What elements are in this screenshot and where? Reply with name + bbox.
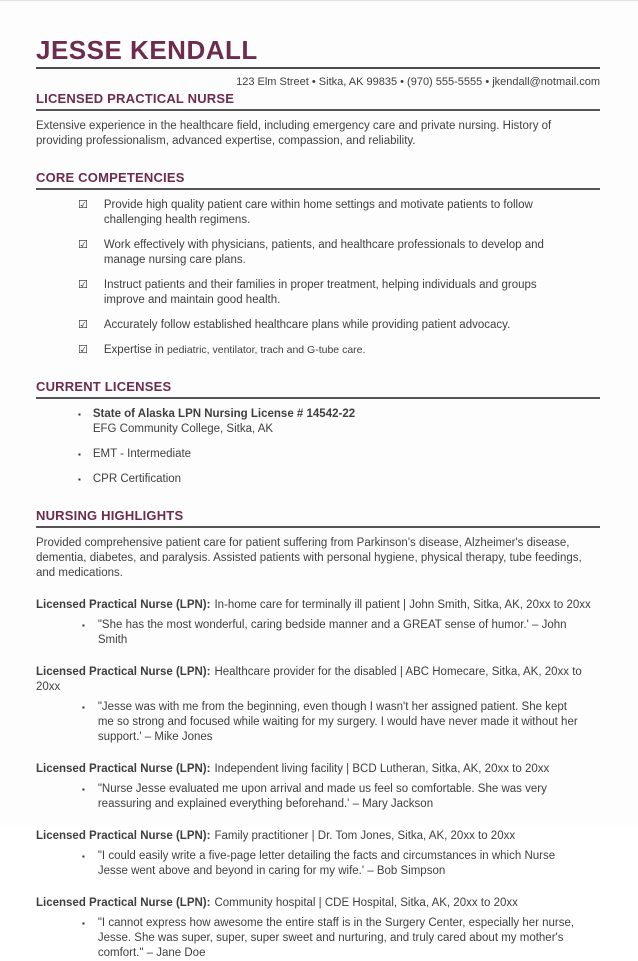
quote-list <box>36 618 600 648</box>
competency-item <box>78 318 600 333</box>
quote-list <box>36 849 600 879</box>
job-role: Licensed Practical Nurse (LPN): <box>36 763 211 775</box>
competency-item <box>78 343 600 358</box>
job-details: Community hospital | CDE Hospital, Sitka, AK, 20xx to 20xx <box>214 897 518 909</box>
quote-text: "Jesse was with me from the beginning, even though I wasn't her assigned patient. She kept me so strong and focused while waiting for my surgery. I would have never made it without her support.' – Mike Jones <box>97 701 578 743</box>
license-item <box>78 407 600 437</box>
quote-item <box>82 618 600 648</box>
license-text <box>93 407 355 437</box>
competency-text: Accurately follow established healthcare plans while providing patient advocacy. <box>103 319 511 331</box>
job-details: In-home care for terminally ill patient | John Smith, Sitka, AK, 20xx to 20xx <box>214 599 591 611</box>
square-bullet-icon: ▪ <box>82 785 85 794</box>
quote-text: "Nurse Jesse evaluated me upon arrival and made us feel so comfortable. She was very reassuring and explained everything beforehand.' – Mary Jackson <box>97 783 547 810</box>
job-role: Licensed Practical Nurse (LPN): <box>36 666 211 678</box>
job-details: Independent living facility | BCD Lutheran, Sitka, AK, 20xx to 20xx <box>214 763 550 775</box>
job-details: Family practitioner | Dr. Tom Jones, Sitka, AK, 20xx to 20xx <box>214 830 516 842</box>
licenses-list <box>36 407 600 487</box>
competency-item <box>78 278 600 308</box>
job-entry <box>36 762 600 812</box>
section-current-licenses <box>36 379 600 487</box>
current-licenses-divider <box>36 397 600 399</box>
quote-item <box>82 700 600 745</box>
nursing-highlights-divider <box>36 526 600 528</box>
quote-list <box>36 916 600 961</box>
quote-list <box>36 700 600 745</box>
role-divider <box>36 109 600 111</box>
quote-list <box>36 782 600 812</box>
core-competencies-divider <box>36 188 600 190</box>
section-nursing-highlights <box>36 508 600 961</box>
section-core-competencies <box>36 170 600 358</box>
quote-text: "I could easily write a five-page letter detailing the facts and circumstances in which Nurse Jesse went above and beyond in caring for my wife.' – Bob Simpson <box>97 850 556 877</box>
competency-text: Provide high quality patient care within home settings and motivate patients to follow challenging health regimens. <box>103 199 533 226</box>
checked-checkbox-icon: ☑ <box>78 319 88 331</box>
job-heading <box>36 829 600 844</box>
license-title: CPR Certification <box>92 473 182 485</box>
license-title: EMT - Intermediate <box>92 448 192 460</box>
job-heading <box>36 665 600 695</box>
job-entry <box>36 896 600 961</box>
competencies-list <box>36 198 600 358</box>
job-entry <box>36 598 600 648</box>
license-subtitle: EFG Community College, Sitka, AK <box>92 423 274 435</box>
competency-text: Instruct patients and their families in proper treatment, helping individuals and groups improve and maintain good health. <box>103 279 537 306</box>
job-role: Licensed Practical Nurse (LPN): <box>36 599 211 611</box>
resume-content <box>0 1 638 961</box>
license-title: State of Alaska LPN Nursing License # 14542-22 <box>92 408 356 420</box>
license-text <box>93 472 181 487</box>
checked-checkbox-icon: ☑ <box>78 344 88 356</box>
core-competencies-heading: CORE COMPETENCIES <box>36 170 185 185</box>
job-details: Healthcare provider for the disabled | ABC Homecare, Sitka, AK, 20xx to 20xx <box>36 666 582 693</box>
header-divider <box>36 67 600 69</box>
job-entry <box>36 665 600 745</box>
current-licenses-heading: CURRENT LICENSES <box>36 379 172 394</box>
square-bullet-icon: ▪ <box>82 919 85 928</box>
summary-paragraph: Extensive experience in the healthcare field, including emergency care and private nursing. History of providing professionalism, advanced expertise, compassion, and reliability. <box>36 120 552 147</box>
contact-line: 123 Elm Street • Sitka, AK 99835 • (970) 555-5555 • jkendall@notmail.com <box>236 76 600 88</box>
license-text <box>93 447 191 462</box>
square-bullet-icon: ▪ <box>78 410 81 419</box>
checked-checkbox-icon: ☑ <box>78 199 88 211</box>
license-item <box>78 447 600 462</box>
job-role: Licensed Practical Nurse (LPN): <box>36 897 211 909</box>
checked-checkbox-icon: ☑ <box>78 239 88 251</box>
role-title: LICENSED PRACTICAL NURSE <box>36 91 235 106</box>
competency-text: Work effectively with physicians, patients, and healthcare professionals to develop and manage nursing care plans. <box>103 239 544 266</box>
job-entry <box>36 829 600 879</box>
highlights-summary: Provided comprehensive patient care for patient suffering from Parkinson's disease, Alzheimer's disease, dementia, diabetes, and paralysis. Assisted patients with personal hygiene, physical therapy, tube feedings, and medications. <box>36 537 582 579</box>
license-item <box>78 472 600 487</box>
job-role: Licensed Practical Nurse (LPN): <box>36 830 211 842</box>
job-heading <box>36 762 600 777</box>
person-name: JESSE KENDALL <box>36 35 258 65</box>
square-bullet-icon: ▪ <box>82 621 85 630</box>
square-bullet-icon: ▪ <box>82 703 85 712</box>
competency-item <box>78 238 600 268</box>
square-bullet-icon: ▪ <box>78 475 81 484</box>
competency-text: Expertise in pediatric, ventilator, trach and G-tube care. <box>103 344 366 356</box>
competency-item <box>78 198 600 228</box>
quote-text: "I cannot express how awesome the entire staff is in the Surgery Center, especially her nurse, Jesse. She was super, super, super sweet and nurturing, and truly cared about my mother's comfort." – Jane Doe <box>97 917 575 959</box>
square-bullet-icon: ▪ <box>78 450 81 459</box>
quote-item <box>82 782 600 812</box>
job-heading <box>36 896 600 911</box>
nursing-highlights-heading: NURSING HIGHLIGHTS <box>36 508 184 523</box>
checked-checkbox-icon: ☑ <box>78 279 88 291</box>
square-bullet-icon: ▪ <box>82 852 85 861</box>
quote-item <box>82 849 600 879</box>
quote-text: "She has the most wonderful, caring bedside manner and a GREAT sense of humor.' – John Smith <box>97 619 567 646</box>
quote-item <box>82 916 600 961</box>
job-heading <box>36 598 600 613</box>
